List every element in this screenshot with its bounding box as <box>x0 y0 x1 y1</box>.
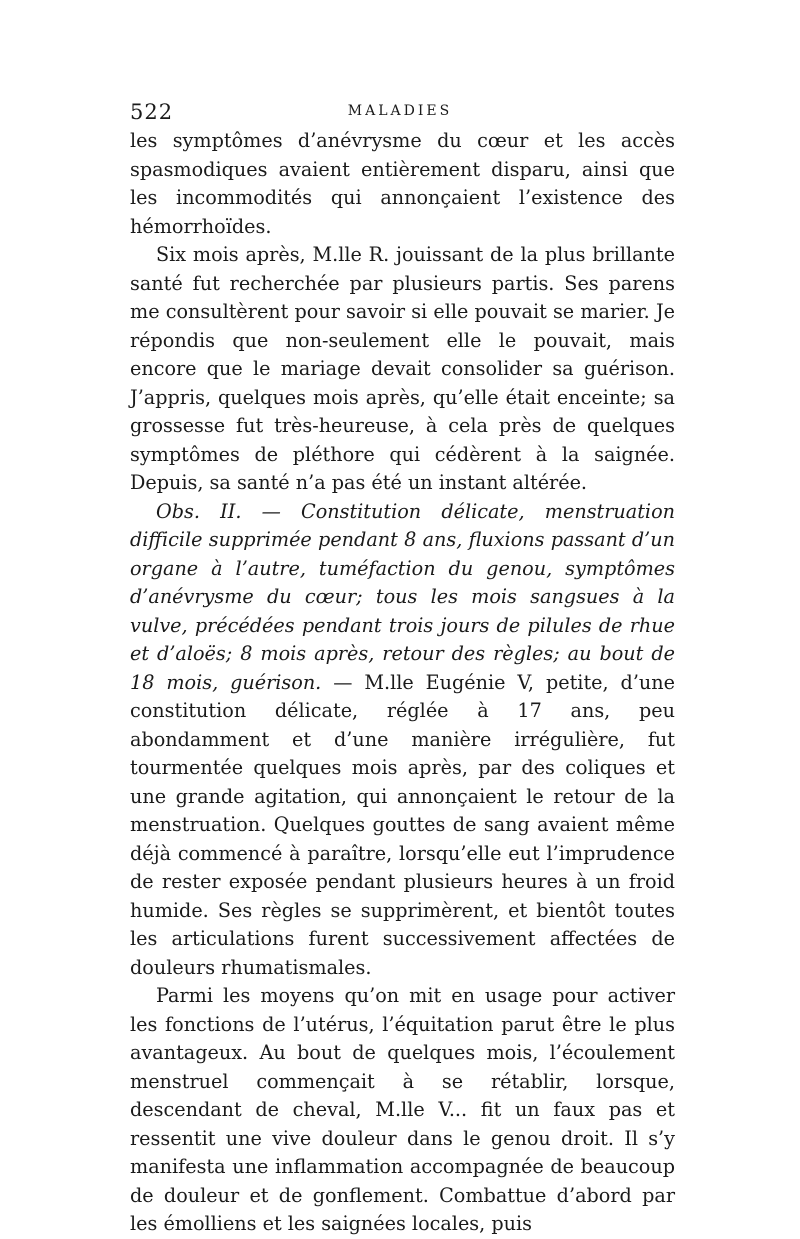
observation-text: — M.lle Eugénie V, petite, d’une constitution délicate, réglée à 17 ans, peu abondamment et d’une manière irrégulière, fut tourmentée quelques mois après, par des coliques et une grande agitation, qui annonçaient le retour de la menstruation. Quelques gouttes de sang avaient même déjà commencé à paraître, lorsqu’elle eut l’imprudence de rester exposée pendant plusieurs heures à un froid humide. Ses règles se supprimèrent, et bientôt toutes les articulations furent successivement affectées de douleurs rhumatismales. <box>130 670 675 979</box>
paragraph-1: les symptômes d’anévrysme du cœur et les accès spasmodiques avaient entièrement disparu, ainsi que les incommodités qui annonçaient l’existence des hémorrhoïdes. <box>130 129 675 238</box>
running-head: MALADIES <box>347 103 453 119</box>
page-number: 522 <box>130 100 174 124</box>
paragraph-3 <box>130 498 675 983</box>
observation-summary: — Constitution délicate, menstruation difficile supprimée pendant 8 ans, fluxions passant d’un organe à l’autre, tuméfaction du genou, symptômes d’anévrysme du cœur; tous les mois sangsues à la vulve, précédées pendant trois jours de pilules de rhue et d’aloës; 8 mois après, retour des règles; au bout de 18 mois, guérison. <box>130 499 675 694</box>
paragraph-2: Six mois après, M.lle R. jouissant de la plus brillante santé fut recherchée par plusieurs partis. Ses parens me consultèrent pour savoir si elle pouvait se marier. Je répondis que non-seulement elle le pouvait, mais encore que le mariage devait consolider sa guérison. J’appris, quelques mois après, qu’elle était enceinte; sa grossesse fut très-heureuse, à cela près de quelques symptômes de pléthore qui cédèrent à la saignée. Depuis, sa santé n’a pas été un instant altérée. <box>130 243 675 494</box>
observation-label: Obs. II. <box>156 499 242 523</box>
page-header <box>130 100 670 130</box>
body-text <box>130 127 675 1239</box>
paragraph-4: Parmi les moyens qu’on mit en usage pour activer les fonctions de l’utérus, l’équitation parut être le plus avantageux. Au bout de quelques mois, l’écoulement menstruel commençait à se rétablir, lorsque, descendant de cheval, M.lle V... fit un faux pas et ressentit une vive douleur dans le genou droit. Il s’y manifesta une inflammation accompagnée de beaucoup de douleur et de gonflement. Combattue d’abord par les émolliens et les saignées locales, puis <box>130 984 675 1235</box>
